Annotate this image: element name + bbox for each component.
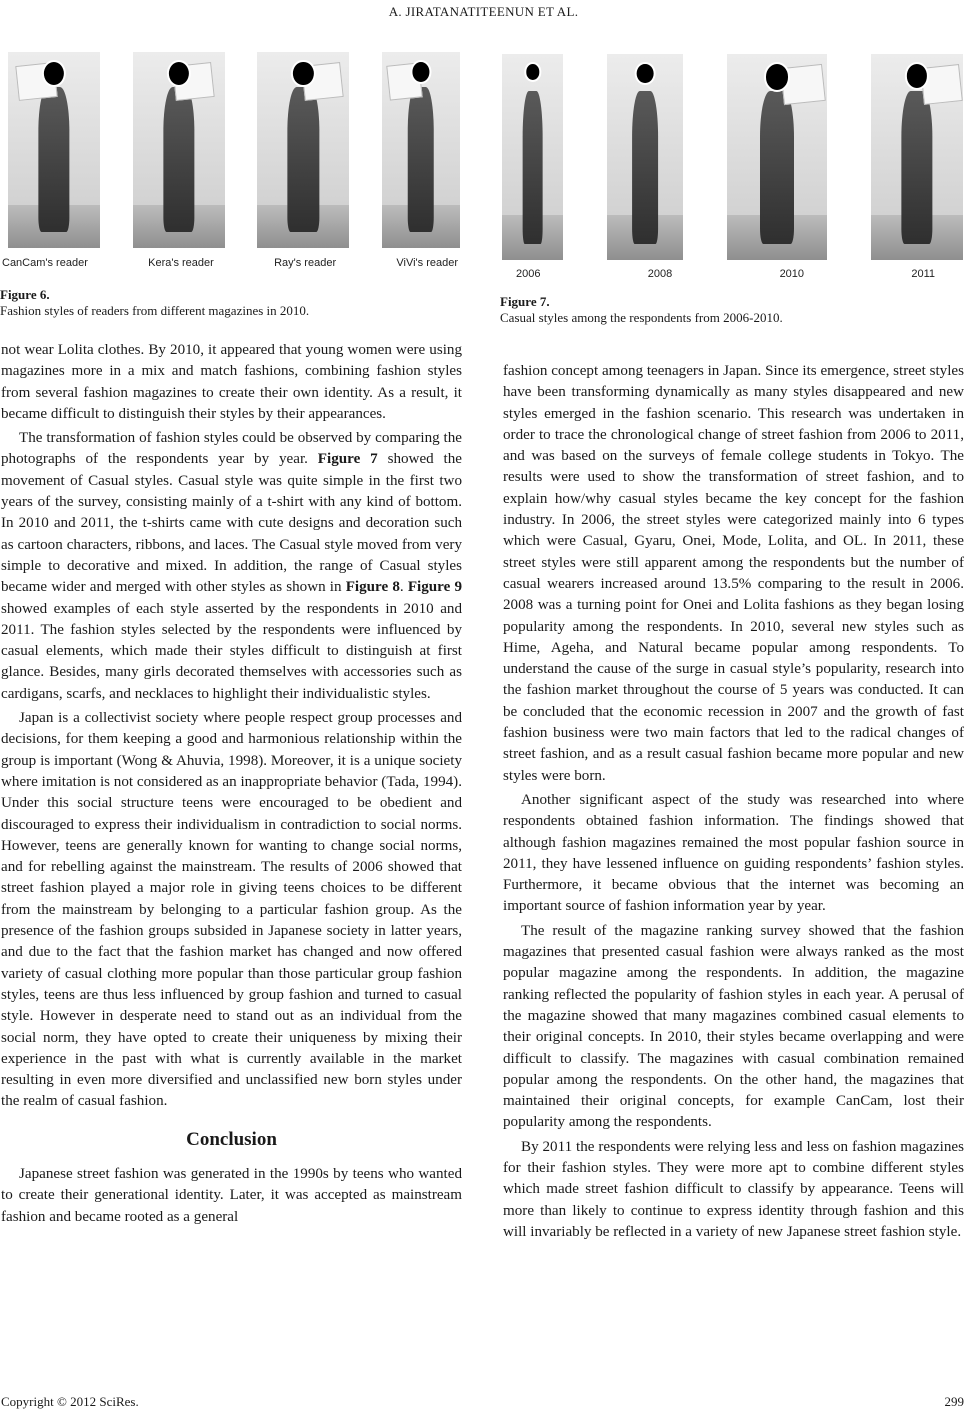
- figure-8-reference[interactable]: Figure 8: [345, 579, 400, 596]
- photo-kera-reader: [133, 52, 225, 248]
- figure-caption: Fashion styles of readers from different magazines in 2010.: [0, 303, 310, 318]
- paragraph: By 2011 the respondents were relying less and less on fashion magazines for their fashion styles. They were more apt to combine different styles which made street fashion difficult to classify by appearance. Teens will more than likely to continue to express identity through fashion and this will invariably be reflected in a variety of new Japanese street fashion style.: [503, 1138, 964, 1240]
- photo-2011: [871, 54, 963, 260]
- figure-label: Figure 6.: [0, 287, 50, 302]
- running-header: A. JIRATANATITEENUN ET AL.: [388, 4, 579, 19]
- photo-caption: Ray's reader: [274, 257, 337, 269]
- text-run: .: [399, 579, 408, 596]
- photo-caption: ViVi's reader: [396, 257, 458, 269]
- text-run: showed examples of each style asserted by the respondents in 2010 and 2011. The fashion styles selected by the respondents were influenced by casual elements, which made their styles difficult to distinguish at first glance. Besides, many girls decorated themselves with accessories such as cardigans, scarfs, and necklaces to highlight their individualistic styles.: [1, 600, 462, 702]
- paragraph: [1, 428, 462, 705]
- paragraph: Another significant aspect of the study was researched into where respondents obtained fashion information. The findings showed that although fashion magazines remained the most popular fashion source in 2011, they have lessened influence on guiding respondents’ fashion styles. Furthermore, it became obvious that the internet was becoming an important source of fashion information year by year.: [503, 791, 964, 915]
- text-run: showed the movement of Casual styles. Casual style was quite simple in the first two years of the survey, consisting mainly of a t-shirt with any kind of bottom. In 2010 and 2011, the t-shirts came with cute designs and decoration such as cartoon characters, ribbons, and laces. The Casual style moved from very simple to decorative and mixed. In addition, the range of Casual styles became wider and merged with other styles as shown in: [1, 451, 462, 596]
- copyright-footer: Copyright © 2012 SciRes.: [1, 1394, 139, 1409]
- figure-caption: Casual styles among the respondents from 2006-2010.: [500, 310, 783, 325]
- photo-caption: 2006: [516, 268, 541, 280]
- right-column: [503, 361, 964, 1243]
- text-run: The transformation of fashion styles could be observed by comparing the photographs of the respondents year by year.: [1, 430, 462, 468]
- photo-2006: [502, 54, 563, 260]
- photo-caption: 2011: [911, 268, 935, 280]
- paragraph: The result of the magazine ranking survey showed that the fashion magazines that presented casual fashion were always ranked as the most popular magazine among the respondents. In addition, the magazine ranking reflected the popularity of fashion styles in each year. A perusal of the magazine showed that many magazines combined casual elements to their original concepts. In 2010, their styles became overlapping and were difficult to classify. The magazines with casual combination remained popular among the respondents. On the other hand, the magazines that maintained their original concepts, for example CanCam, lost their popularity among the respondents.: [503, 922, 964, 1131]
- figure-7-photo-captions: [500, 268, 965, 280]
- figure-9-reference[interactable]: Figure 9: [407, 579, 463, 596]
- paragraph: Japanese street fashion was generated in the 1990s by teens who wanted to create their generational identity. Later, it was accepted as mainstream fashion and became rooted as a general: [1, 1165, 462, 1225]
- photo-caption: 2010: [779, 268, 805, 280]
- photo-caption: CanCam's reader: [2, 257, 88, 269]
- paragraph: not wear Lolita clothes. By 2010, it appeared that young women were using magazines more in a mix and match fashions, combining fashion styles from several fashion magazines to create their own identity. As a result, it became difficult to distinguish their styles by their appearances.: [1, 342, 462, 422]
- photo-cancam-reader: [8, 52, 100, 248]
- photo-caption: Kera's reader: [148, 257, 214, 269]
- photo-rays-reader: [257, 52, 349, 248]
- paragraph: fashion concept among teenagers in Japan. Since its emergence, street styles have been transforming dynamically as many styles disappeared and new styles emerged in the fashion scenario. This research was undertaken in order to trace the chronological change of street fashion from 2006 to 2011, and was based on the surveys of female college students in Tokyo. The results were used to show the transformation of street fashion, and to explain how/why casual styles became the key concept for the fashion industry. In 2006, the street styles were categorized mainly into 6 types which were Casual, Gyaru, Onei, Mode, Lolita, and OL. In 2011, these street styles were still apparent among the respondents but the number of casual wearers increased around 13.5% comparing to the result in 2006. 2008 was a turning point for Onei and Lolita fashions as they began losing popularity among the respondents. In 2010, several new styles such as Hime, Ageha, and Natural became popular among respondents. To understand the cause of the surge in casual style’s popularity, research into the fashion market throughout the course of 5 years was conducted. It can be concluded that the economic recession in 2007 and the growth of fast fashion business were two main factors that led to the radical changes of street fashion, and as a result casual fashion became more popular and new styles were born.: [503, 363, 964, 784]
- left-column: [1, 340, 462, 1228]
- figure-6-photos: [0, 52, 462, 248]
- photo-caption: 2008: [647, 268, 673, 280]
- figure-7-photos: [500, 54, 965, 260]
- figure-label: Figure 7.: [500, 294, 550, 309]
- photo-vivi-reader: [382, 52, 460, 248]
- paragraph: Japan is a collectivist society where people respect group processes and decisions, for them keeping a good and harmonious relationship within the group is important (Wong & Ahuvia, 1998). Moreover, it is a unique society where imitation is not considered as an inappropriate behavior (Tada, 1994). Under this social structure teens were encouraged to be obedient and discouraged to express their individualism in contradiction to social norms. However, teens are generally known for wanting to change social norms, and for rebelling against the mainstream. The results of 2006 showed that street fashion played a major role in giving teens choices to be different from the mainstream by belonging to a particular fashion group. As the presence of the fashion groups subsided in Japanese society in latter years, and due to the fact that the fashion market has changed and now offered variety of casual clothing more popular than those particular group fashion styles, teens are thus less influenced by group fashion and turned to casual style. However in desperate need to stand out as an individual from the social norm, they have opted to create their uniqueness by mixing their experience in the past with what is currently available in the market resulting in even more diversified and unclassified new born styles under the realm of casual fashion.: [1, 710, 462, 1110]
- section-title-conclusion: Conclusion: [186, 1128, 277, 1150]
- photo-2010: [727, 54, 827, 260]
- page-number: 299: [944, 1394, 964, 1409]
- photo-2008: [607, 54, 683, 260]
- figure-7: [500, 54, 965, 326]
- figure-7-reference[interactable]: Figure 7: [317, 451, 378, 468]
- figure-6: [0, 52, 462, 319]
- figure-6-photo-captions: [0, 257, 462, 269]
